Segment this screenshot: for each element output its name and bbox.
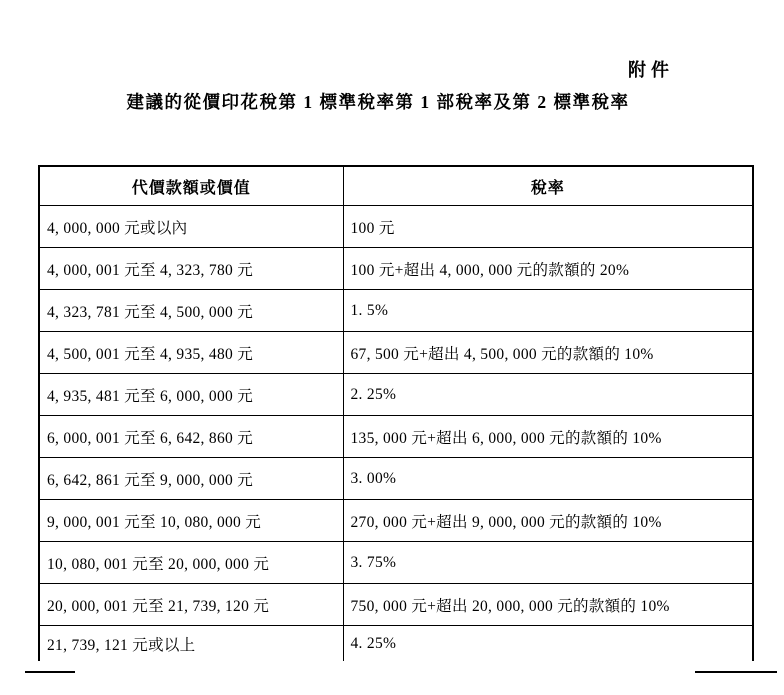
table-row [39, 332, 753, 374]
rate-cell: 4. 25% [343, 626, 753, 662]
amount-cell: 4, 000, 000 元或以內 [39, 206, 343, 248]
column-header-consideration: 代價款額或價值 [39, 166, 343, 206]
page-break-border-right [695, 671, 777, 673]
table-row [39, 458, 753, 500]
rate-cell: 3. 00% [343, 458, 753, 500]
amount-cell: 4, 935, 481 元至 6, 000, 000 元 [39, 374, 343, 416]
amount-cell: 4, 500, 001 元至 4, 935, 480 元 [39, 332, 343, 374]
table-row [39, 206, 753, 248]
rate-cell: 3. 75% [343, 542, 753, 584]
annex-label: 附件 [628, 60, 674, 80]
amount-cell: 4, 000, 001 元至 4, 323, 780 元 [39, 248, 343, 290]
amount-cell: 21, 739, 121 元或以上 [39, 626, 343, 662]
page-break-border-left [25, 671, 75, 673]
table-row [39, 290, 753, 332]
column-header-rate: 稅率 [343, 166, 753, 206]
rate-cell: 1. 5% [343, 290, 753, 332]
table-row [39, 374, 753, 416]
rate-cell: 270, 000 元+超出 9, 000, 000 元的款額的 10% [343, 500, 753, 542]
rate-cell: 67, 500 元+超出 4, 500, 000 元的款額的 10% [343, 332, 753, 374]
amount-cell: 4, 323, 781 元至 4, 500, 000 元 [39, 290, 343, 332]
page-title: 建議的從價印花稅第 1 標準稅率第 1 部稅率及第 2 標準稅率 [126, 92, 630, 112]
rate-cell: 750, 000 元+超出 20, 000, 000 元的款額的 10% [343, 584, 753, 626]
rate-cell: 2. 25% [343, 374, 753, 416]
stamp-duty-rate-table [38, 165, 754, 661]
table-body [39, 206, 753, 662]
table-row [39, 626, 753, 662]
table-row [39, 500, 753, 542]
table-row [39, 542, 753, 584]
table-row [39, 584, 753, 626]
rate-cell: 100 元+超出 4, 000, 000 元的款額的 20% [343, 248, 753, 290]
amount-cell: 9, 000, 001 元至 10, 080, 000 元 [39, 500, 343, 542]
amount-cell: 6, 000, 001 元至 6, 642, 860 元 [39, 416, 343, 458]
amount-cell: 20, 000, 001 元至 21, 739, 120 元 [39, 584, 343, 626]
table-row [39, 248, 753, 290]
table-header-row [39, 166, 753, 206]
rate-cell: 135, 000 元+超出 6, 000, 000 元的款額的 10% [343, 416, 753, 458]
amount-cell: 10, 080, 001 元至 20, 000, 000 元 [39, 542, 343, 584]
table-row [39, 416, 753, 458]
rate-cell: 100 元 [343, 206, 753, 248]
amount-cell: 6, 642, 861 元至 9, 000, 000 元 [39, 458, 343, 500]
